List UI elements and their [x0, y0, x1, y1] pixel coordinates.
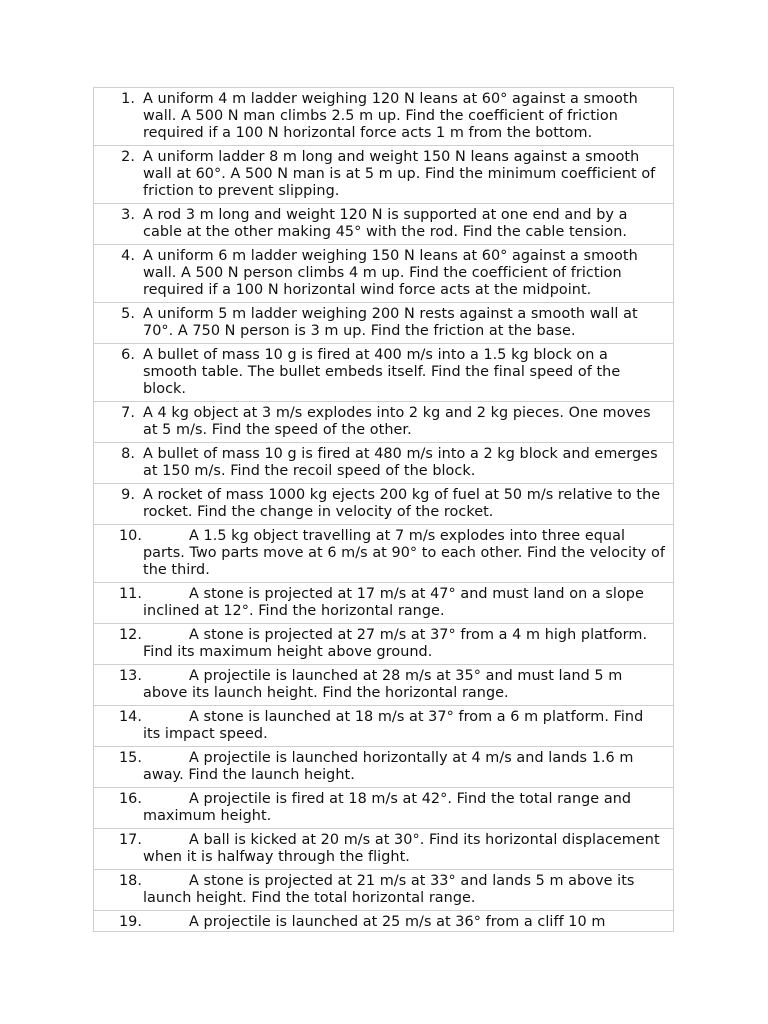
question-row-16 — [94, 788, 673, 829]
question-row-8 — [94, 443, 673, 484]
question-row-1 — [94, 88, 673, 146]
question-row-14 — [94, 706, 673, 747]
question-number: 16. — [118, 791, 142, 807]
question-row-2 — [94, 146, 673, 204]
question-row-3 — [94, 204, 673, 245]
question-text: A uniform ladder 8 m long and weight 150 N leans against a smooth wall at 60°. A 500 N man is at 5 m up. Find the minimum coefficient of friction to prevent slipping. — [143, 149, 656, 199]
question-row-19 — [94, 911, 673, 931]
question-number: 1. — [121, 91, 135, 107]
question-text: A stone is projected at 27 m/s at 37° from a 4 m high platform. Find its maximum height above ground. — [143, 627, 648, 660]
question-number: 8. — [121, 446, 135, 462]
question-text: A bullet of mass 10 g is fired at 400 m/s into a 1.5 kg block on a smooth table. The bullet embeds itself. Find the final speed of the block. — [143, 347, 621, 397]
question-text: A rod 3 m long and weight 120 N is supported at one end and by a cable at the other making 45° with the rod. Find the cable tension. — [143, 207, 628, 240]
question-number: 11. — [118, 586, 142, 602]
question-number: 12. — [118, 627, 142, 643]
question-text: A projectile is launched at 25 m/s at 36° from a cliff 10 m — [189, 914, 606, 930]
question-text: A ball is kicked at 20 m/s at 30°. Find its horizontal displacement when it is halfway through the flight. — [143, 832, 660, 865]
question-text: A rocket of mass 1000 kg ejects 200 kg of fuel at 50 m/s relative to the rocket. Find the change in velocity of the rocket. — [143, 487, 661, 520]
question-number: 19. — [118, 914, 142, 930]
question-row-18 — [94, 870, 673, 911]
question-row-6 — [94, 344, 673, 402]
question-text: A 4 kg object at 3 m/s explodes into 2 kg and 2 kg pieces. One moves at 5 m/s. Find the speed of the other. — [143, 405, 651, 438]
question-row-10 — [94, 525, 673, 583]
question-number: 7. — [121, 405, 135, 421]
question-row-7 — [94, 402, 673, 443]
question-number: 10. — [118, 528, 142, 544]
question-text: A 1.5 kg object travelling at 7 m/s explodes into three equal parts. Two parts move at 6 m/s at 90° to each other. Find the velocity of the third. — [143, 528, 665, 578]
question-text: A stone is projected at 17 m/s at 47° and must land on a slope inclined at 12°. Find the horizontal range. — [143, 586, 644, 619]
question-number: 15. — [118, 750, 142, 766]
question-text: A projectile is launched horizontally at 4 m/s and lands 1.6 m away. Find the launch height. — [143, 750, 634, 783]
question-text: A stone is projected at 21 m/s at 33° and lands 5 m above its launch height. Find the total horizontal range. — [143, 873, 635, 906]
question-row-4 — [94, 245, 673, 303]
question-text: A uniform 5 m ladder weighing 200 N rests against a smooth wall at 70°. A 750 N person is 3 m up. Find the friction at the base. — [143, 306, 638, 339]
question-text: A stone is launched at 18 m/s at 37° from a 6 m platform. Find its impact speed. — [143, 709, 644, 742]
question-table — [93, 87, 674, 932]
question-row-9 — [94, 484, 673, 525]
question-text: A bullet of mass 10 g is fired at 480 m/s into a 2 kg block and emerges at 150 m/s. Find the recoil speed of the block. — [143, 446, 658, 479]
question-number: 6. — [121, 347, 135, 363]
question-row-5 — [94, 303, 673, 344]
question-number: 4. — [121, 248, 135, 264]
question-number: 17. — [118, 832, 142, 848]
question-text: A uniform 4 m ladder weighing 120 N leans at 60° against a smooth wall. A 500 N man climbs 2.5 m up. Find the coefficient of friction required if a 100 N horizontal force acts 1 m from the bottom. — [143, 91, 638, 141]
question-number: 3. — [121, 207, 135, 223]
question-number: 14. — [118, 709, 142, 725]
question-row-17 — [94, 829, 673, 870]
question-number: 18. — [118, 873, 142, 889]
question-text: A projectile is fired at 18 m/s at 42°. Find the total range and maximum height. — [143, 791, 632, 824]
question-row-13 — [94, 665, 673, 706]
question-row-11 — [94, 583, 673, 624]
question-number: 13. — [118, 668, 142, 684]
question-number: 2. — [121, 149, 135, 165]
question-text: A uniform 6 m ladder weighing 150 N leans at 60° against a smooth wall. A 500 N person climbs 4 m up. Find the coefficient of friction required if a 100 N horizontal wind force acts at the midpoint. — [143, 248, 638, 298]
question-number: 5. — [121, 306, 135, 322]
question-number: 9. — [121, 487, 135, 503]
question-text: A projectile is launched at 28 m/s at 35° and must land 5 m above its launch height. Find the horizontal range. — [143, 668, 623, 701]
question-row-12 — [94, 624, 673, 665]
question-row-15 — [94, 747, 673, 788]
